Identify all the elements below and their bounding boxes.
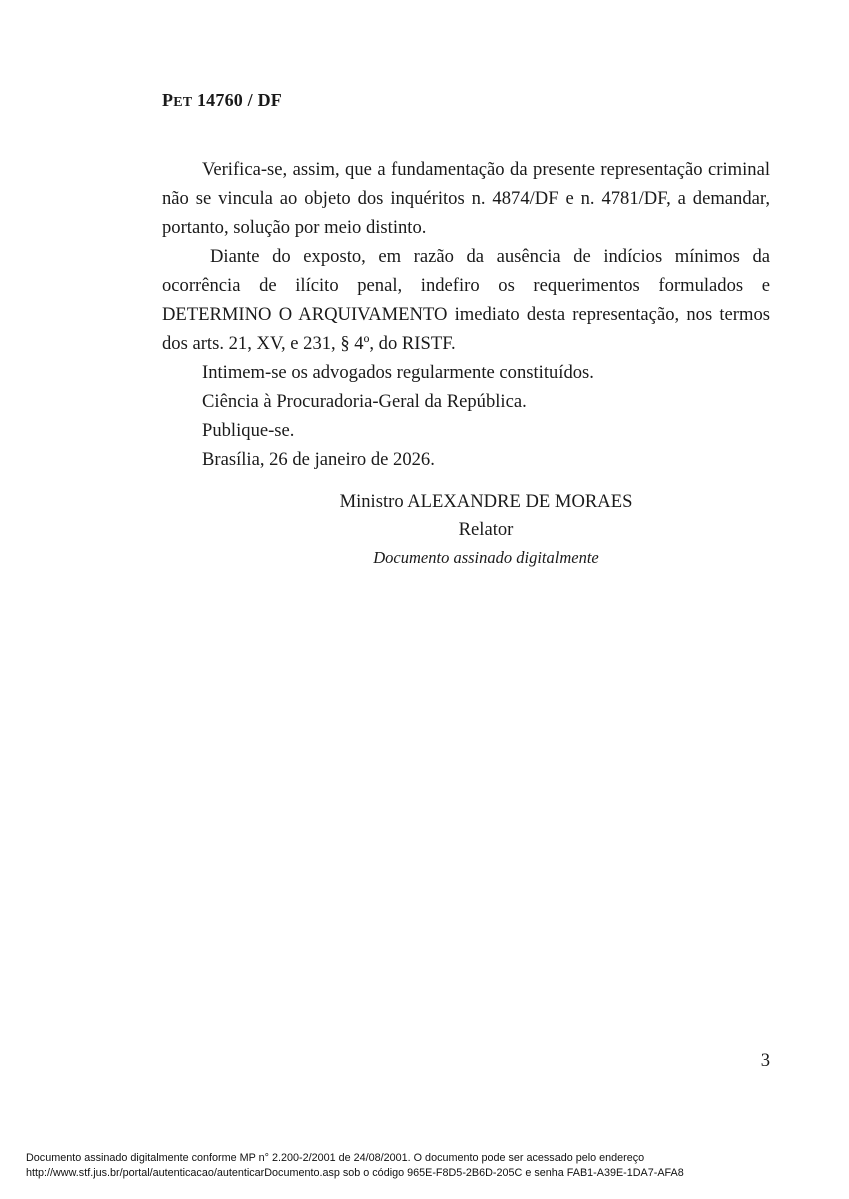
paragraph-notify-pgr: Ciência à Procuradoria-Geral da República. bbox=[202, 391, 527, 412]
signature-block bbox=[162, 488, 770, 572]
footer-line-2: http://www.stf.jus.br/portal/autenticacao/autenticarDocumento.asp sob o código 965E-F8D5-2B6D-205C e senha FAB1-A39E-1DA7-AFA8 bbox=[26, 1167, 684, 1179]
page-number: 3 bbox=[760, 1050, 770, 1071]
signatory-role: Relator bbox=[458, 519, 514, 540]
footer-line-1: Documento assinado digitalmente conforme MP n° 2.200-2/2001 de 24/08/2001. O documento pode ser acessado pelo endereço bbox=[26, 1152, 645, 1164]
case-ref-initial: P bbox=[162, 90, 174, 110]
authentication-footer bbox=[26, 1151, 684, 1181]
case-reference bbox=[162, 90, 282, 111]
paragraph-decision: Diante do exposto, em razão da ausência de indícios mínimos da ocorrência de ilícito penal, indefiro os requerimentos formulados e DETERMINO O ARQUIVAMENTO imediato desta representação, nos termos dos arts. 21, XV, e 231, § 4º, do RISTF. bbox=[162, 246, 770, 354]
paragraph-reasoning: Verifica-se, assim, que a fundamentação da presente representação criminal não se vincula ao objeto dos inquéritos n. 4874/DF e n. 4781/DF, a demandar, portanto, solução por meio distinto. bbox=[162, 159, 770, 238]
paragraph-publish: Publique-se. bbox=[202, 420, 295, 441]
digital-signature-note: Documento assinado digitalmente bbox=[373, 548, 599, 567]
decision-body bbox=[162, 155, 770, 474]
signatory-name: Ministro ALEXANDRE DE MORAES bbox=[339, 491, 633, 512]
paragraph-date-place: Brasília, 26 de janeiro de 2026. bbox=[202, 449, 435, 470]
case-ref-number: 14760 / DF bbox=[192, 90, 282, 110]
paragraph-notify-lawyers: Intimem-se os advogados regularmente constituídos. bbox=[202, 362, 594, 383]
case-ref-smallcaps: ET bbox=[173, 95, 193, 110]
